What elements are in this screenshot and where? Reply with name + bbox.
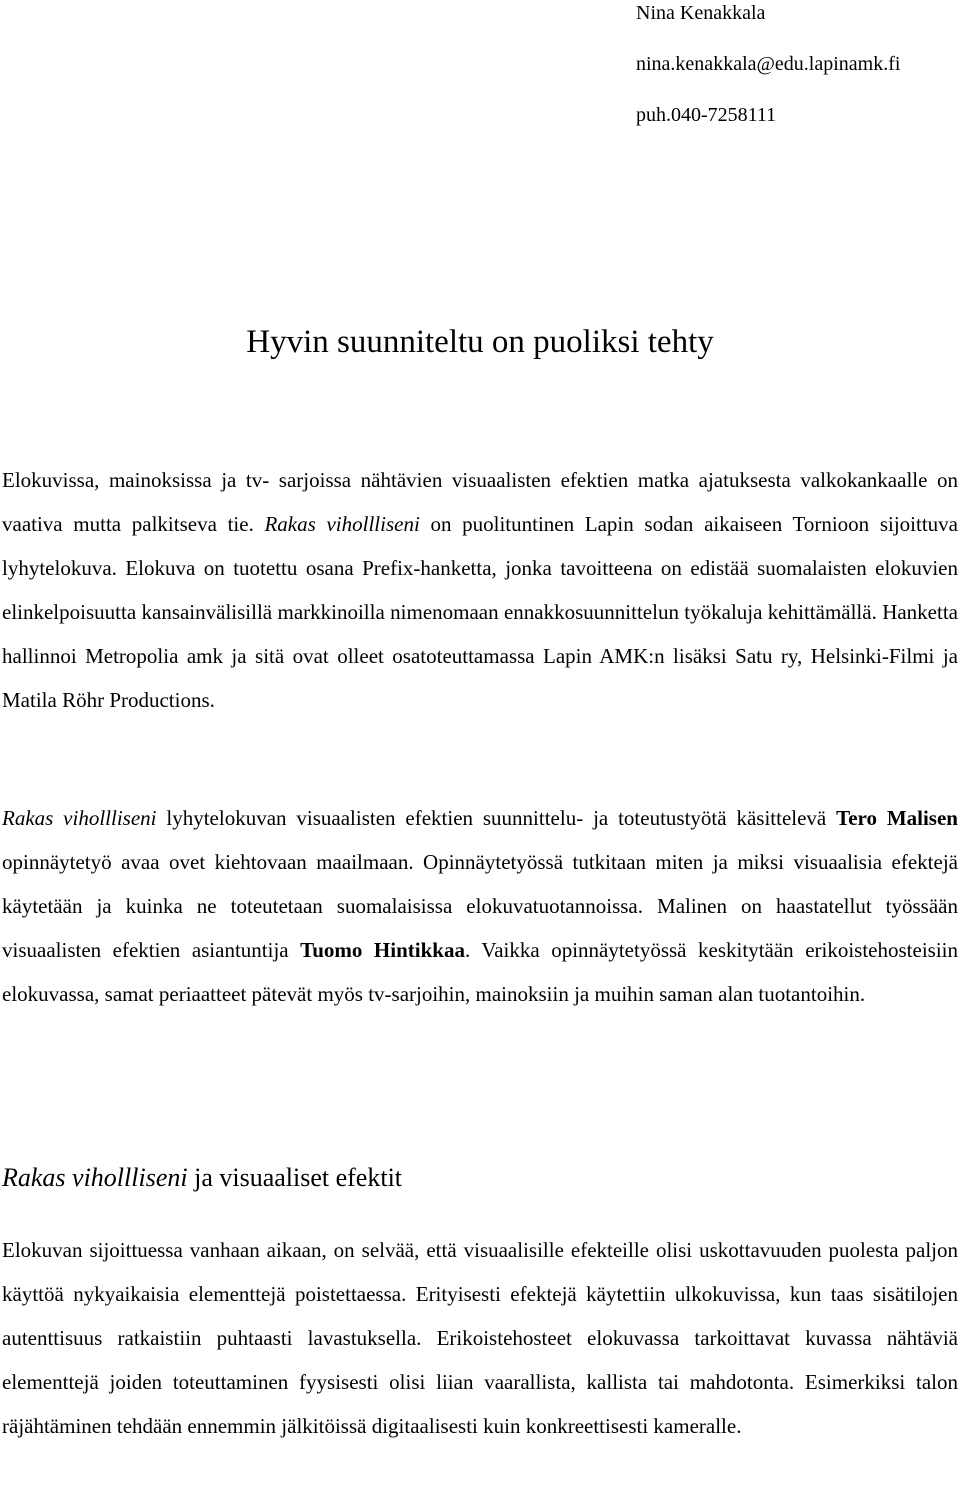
document-title: Hyvin suunniteltu on puoliksi tehty	[246, 324, 714, 360]
author-email: nina.kenakkala@edu.lapinamk.fi	[636, 53, 901, 75]
section-heading	[2, 1160, 402, 1196]
author-phone: puh.040-7258111	[636, 104, 777, 126]
author-name: Nina Kenakkala	[636, 2, 766, 24]
intro-text: Elokuvissa, mainoksissa ja tv- sarjoissa nähtävien visuaalisten efektien matka ajatuksesta valkokankaalle on vaativa mutta palkitseva tie.	[2, 468, 958, 536]
section-heading-rest: ja visuaaliset efektit	[187, 1163, 403, 1192]
thesis-text-1: lyhytelokuvan visuaalisten efektien suunnittelu- ja toteutustyötä käsittelevä	[156, 806, 837, 830]
paragraph-thesis	[2, 796, 958, 1016]
paragraph-intro	[2, 458, 958, 722]
intro-rest: on puolituntinen Lapin sodan aikaiseen Tornioon sijoittuva lyhytelokuva. Elokuva on tuotettu osana Prefix-hanketta, jonka tavoitteena on edistää suomalaisten elokuvien elinkelpoisuutta kansainvälisillä markkinoilla nimenomaan ennakkosuunnittelun työkaluja kehittämällä. Hanketta hallinnoi Metropolia amk ja sitä ovat olleet osatoteuttamassa Lapin AMK:n lisäksi Satu ry, Helsinki-Filmi ja Matila Röhr Productions.	[2, 512, 958, 712]
thesis-text-3: . Vaikka opinnäytetyössä keskitytään erikoistehosteisiin elokuvassa, samat periaatteet pätevät myös tv-sarjoihin, mainoksiin ja muihin saman alan tuotantoihin.	[2, 938, 959, 1006]
film-title: Rakas vihollliseni	[2, 806, 157, 830]
expert-highlight: Tuomo Hintikkaa	[300, 938, 465, 962]
section-heading-film-title: Rakas vihollliseni	[2, 1163, 188, 1192]
paragraph-effects: Elokuvan sijoittuessa vanhaan aikaan, on selvää, että visuaalisille efekteille olisi uskottavuuden puolesta paljon käyttöä nykyaikaisia elementtejä poistettaessa. Erityisesti efektejä käytettiin ulkokuvissa, kun taas sisätilojen autenttisuus ratkaistiin puhtaasti lavastuksella. Erikoistehosteet elokuvassa tarkoittavat kuvassa nähtäviä elementtejä joiden toteuttaminen fyysisesti olisi liian vaarallista, kallista tai mahdotonta. Esimerkiksi talon räjähtäminen tehdään ennemmin jälkitöissä digitaalisesti kuin konkreettisesti kameralle.	[2, 1238, 958, 1438]
film-title: Rakas vihollliseni	[264, 512, 420, 536]
contact-block	[636, 0, 900, 153]
thesis-text-2: opinnäytetyö avaa ovet kiehtovaan maailmaan. Opinnäytetyössä tutkitaan miten ja miksi visuaalisia efektejä käytetään ja kuinka ne toteutetaan suomalaisissa elokuvatuotannoissa. Malinen on haastatellut työssään visuaalisten efektien asiantuntija	[2, 850, 958, 962]
author-highlight: Tero Malisen	[836, 806, 958, 830]
